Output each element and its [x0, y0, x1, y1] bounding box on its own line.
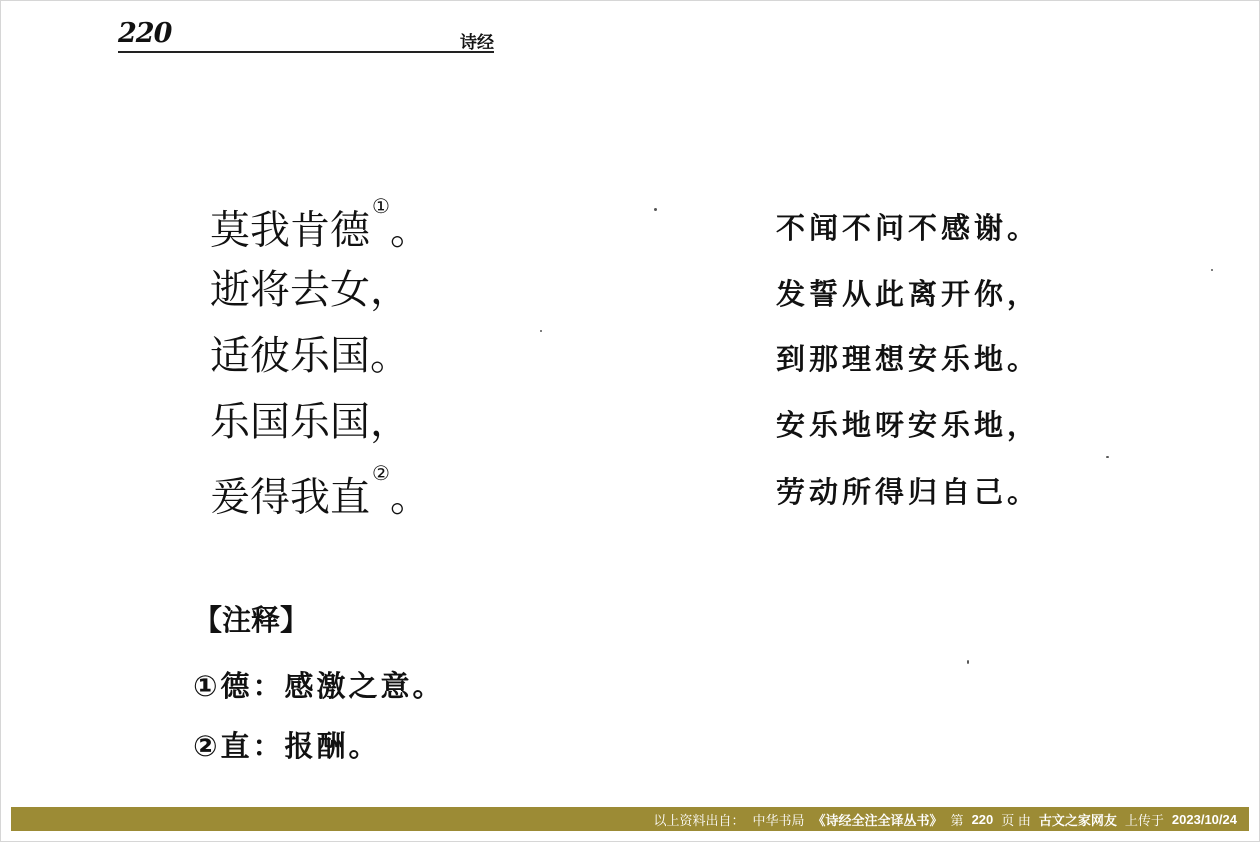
- uploaded-label: 上传于: [1124, 812, 1164, 828]
- poem-line: 适彼乐国。: [210, 333, 410, 379]
- uploader: 古文之家网友: [1038, 812, 1117, 828]
- source-label: 以上资料出自：: [653, 812, 745, 828]
- header-rule: [118, 51, 494, 53]
- poem-line: 逝将去女，: [210, 267, 410, 313]
- page-prefix: 第: [950, 812, 964, 828]
- poem-line: 莫我肯德①。: [210, 194, 430, 254]
- poem-line: 乐国乐国，: [210, 399, 410, 445]
- translation-line: 安乐地呀安乐地，: [776, 408, 1041, 442]
- scan-speck: [1106, 456, 1109, 458]
- page-suffix: 页 由: [1001, 812, 1031, 828]
- page-number: 220: [118, 18, 172, 49]
- translation-line: 发誓从此离开你，: [776, 277, 1041, 311]
- translation-line: 劳动所得归自己。: [776, 475, 1041, 509]
- series-title: 《诗经全注全译丛书》: [812, 812, 943, 828]
- poem-line: 爰得我直②。: [210, 461, 430, 521]
- scan-speck: [967, 660, 969, 664]
- translation-line: 不闻不问不感谢。: [776, 211, 1041, 245]
- source-footer: [11, 807, 1249, 831]
- note-item: ②直：报酬。: [193, 729, 381, 763]
- running-header: [118, 16, 494, 56]
- scan-speck: [540, 330, 542, 332]
- footnote-marker: ②: [372, 461, 390, 485]
- scan-speck: [654, 208, 657, 211]
- scan-speck: [1211, 269, 1213, 271]
- note-item: ①德：感激之意。: [193, 669, 445, 703]
- footer-page-number: 220: [971, 811, 994, 827]
- translation-line: 到那理想安乐地。: [776, 342, 1041, 376]
- footnote-marker: ①: [372, 194, 390, 218]
- book-title: 诗经: [460, 33, 494, 53]
- notes-heading: 【注释】: [193, 603, 310, 637]
- upload-date: 2023/10/24: [1171, 811, 1237, 827]
- publisher: 中华书局: [752, 812, 805, 828]
